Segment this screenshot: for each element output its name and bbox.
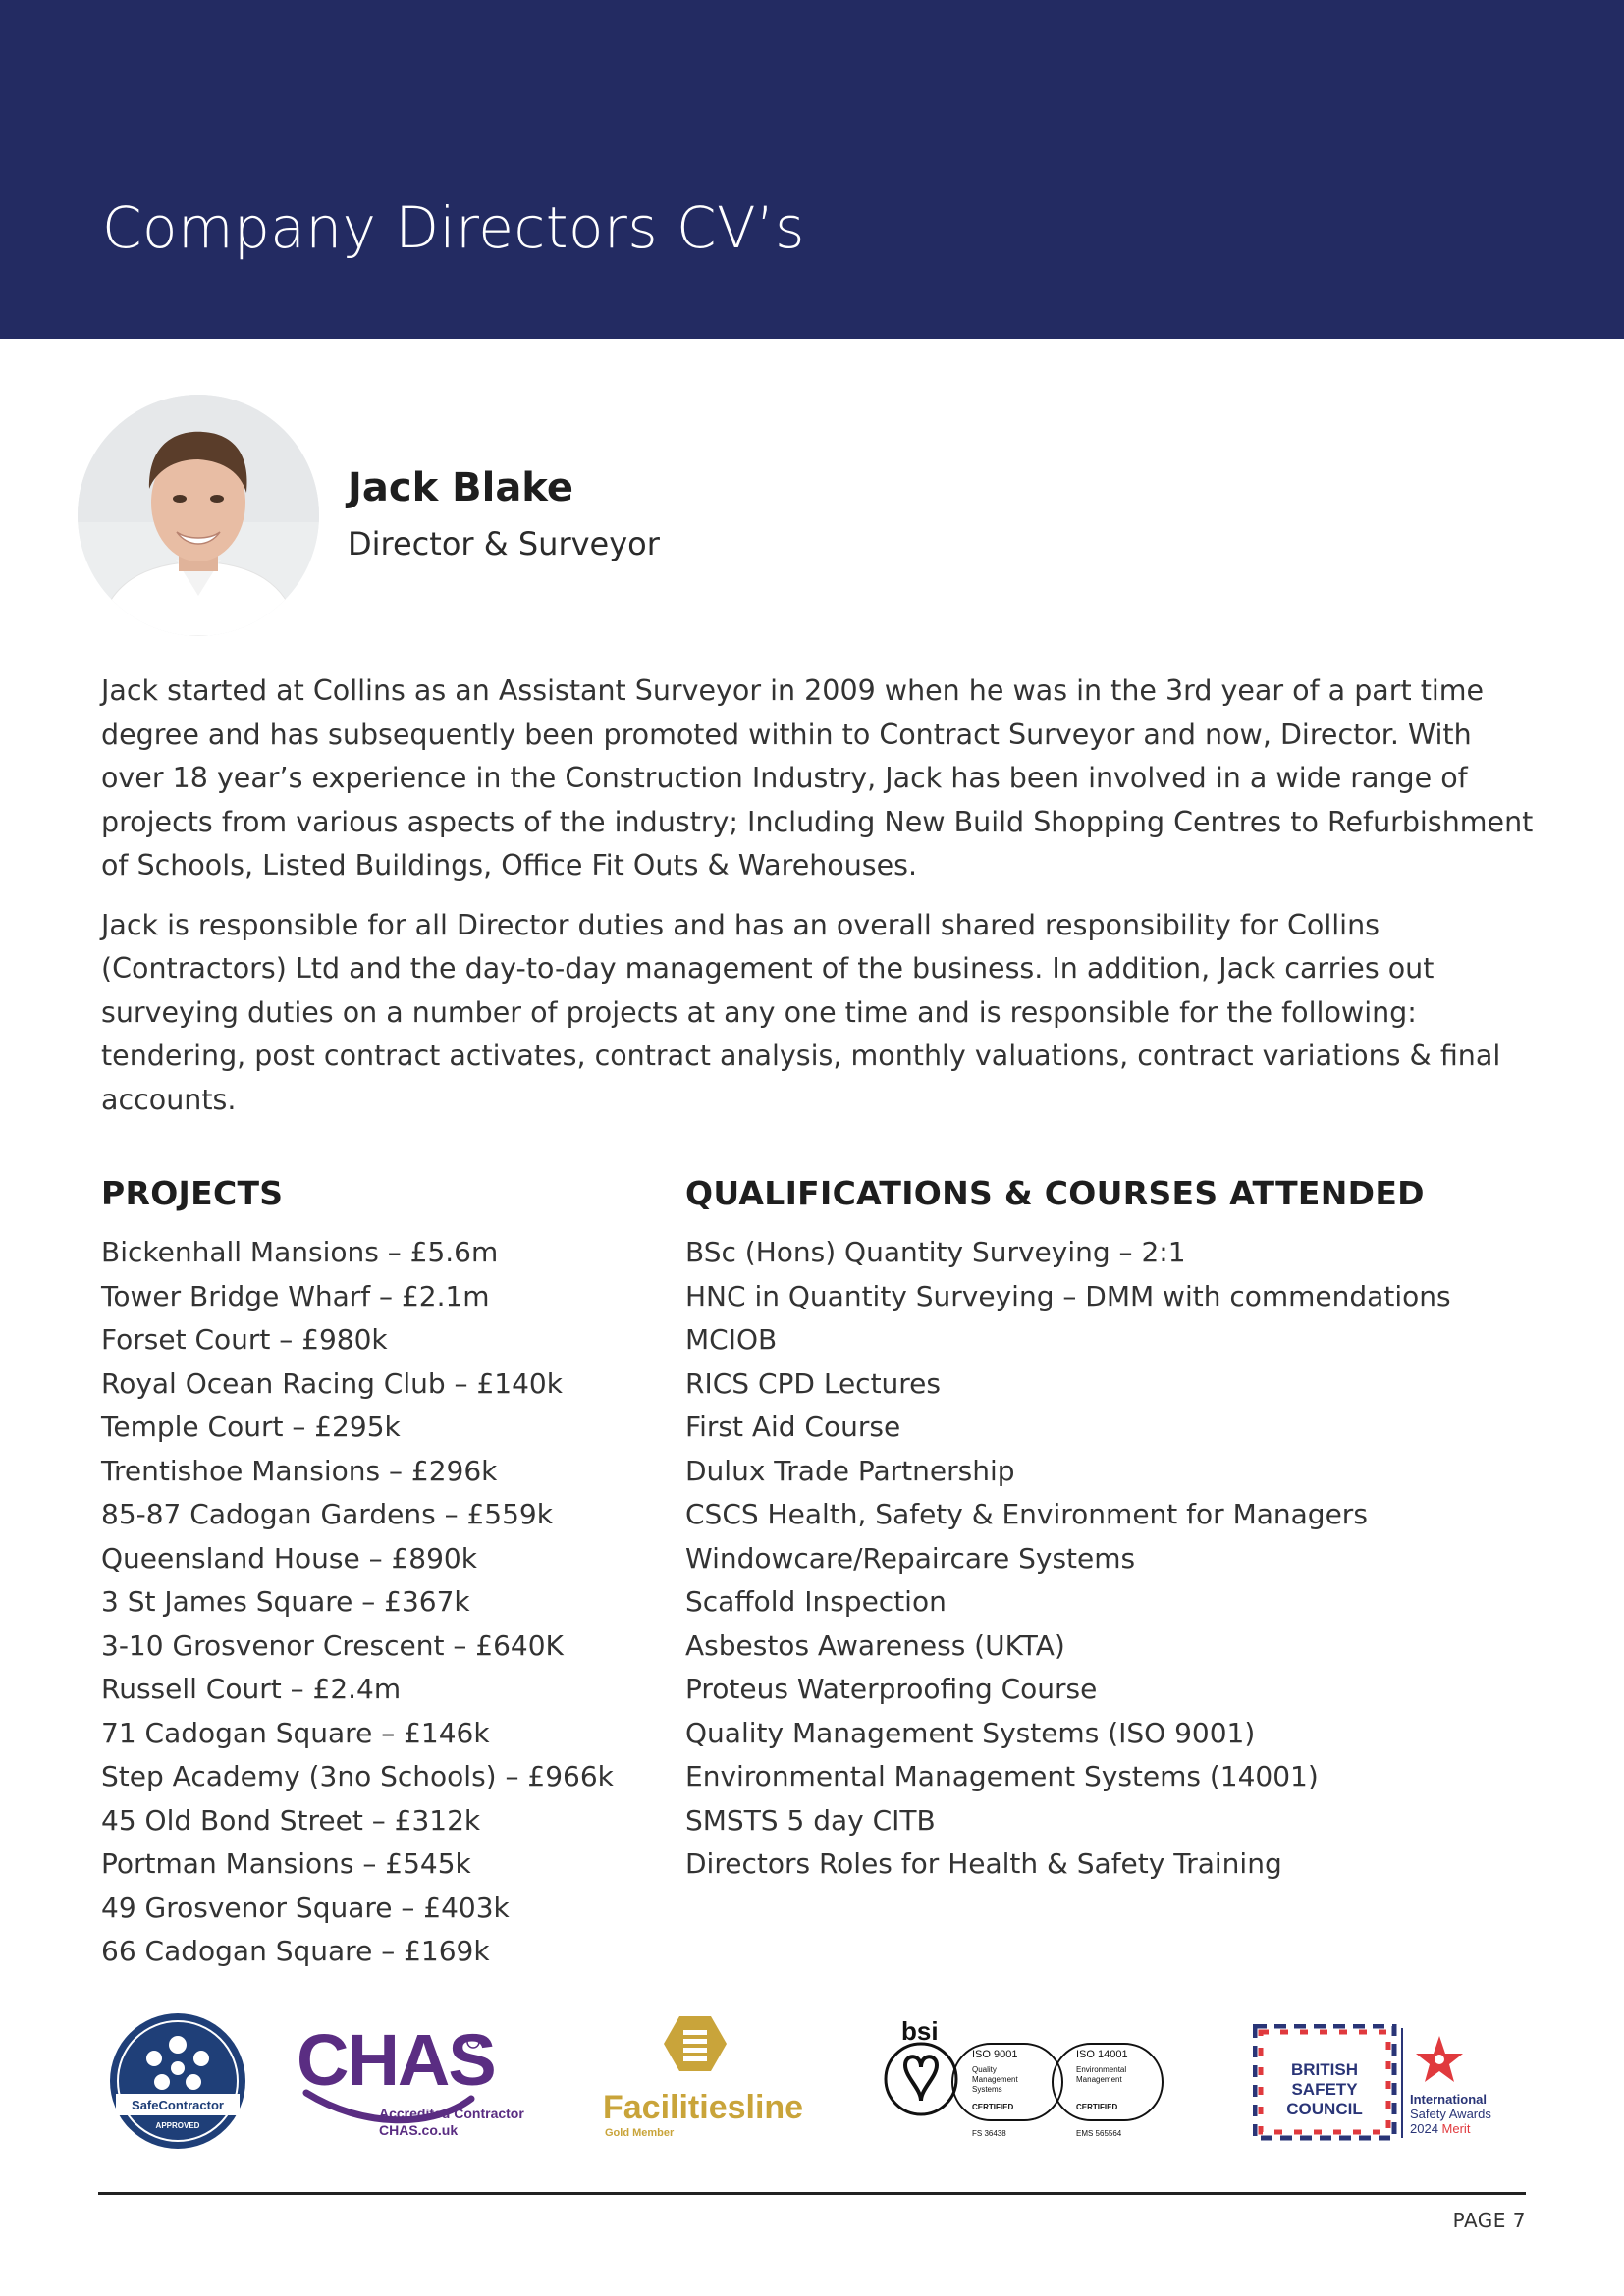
list-item: Step Academy (3no Schools) – £966k: [101, 1760, 614, 1792]
page-title: Company Directors CV’s: [102, 194, 805, 261]
list-item: Windowcare/Repaircare Systems: [685, 1541, 1136, 1575]
list-item: First Aid Course: [685, 1411, 901, 1443]
bsi-cert2-status: CERTIFIED: [1076, 2103, 1118, 2111]
projects-heading: PROJECTS: [101, 1174, 284, 1212]
profile-name: Jack Blake: [348, 465, 573, 510]
bsi-cert2-line: Environmental: [1076, 2065, 1127, 2074]
bsi-name: bsi: [901, 2016, 939, 2046]
list-item: Asbestos Awareness (UKTA): [685, 1629, 1065, 1662]
bio-paragraph: Jack is responsible for all Director duties and has an overall shared responsibility for Collins (Contractors) Ltd and the day-to-day management of the business. In addition, Jack carries out surveying duties on a number of projects at any one time and is responsible for the following: tendering, post contract activates, contract analysis, monthly valuations, contract variations & final accounts.: [101, 908, 1501, 1116]
list-item: Tower Bridge Wharf – £2.1m: [101, 1279, 490, 1312]
list-item: RICS CPD Lectures: [685, 1366, 941, 1400]
list-item: Directors Roles for Health & Safety Training: [685, 1847, 1282, 1880]
bsc-award-line: Safety Awards: [1410, 2107, 1491, 2121]
chas-line2: CHAS.co.uk: [379, 2122, 459, 2138]
bsi-cert1-number: FS 36438: [972, 2129, 1006, 2138]
list-item: 71 Cadogan Square – £146k: [101, 1716, 490, 1749]
projects-list: [101, 1231, 614, 1974]
list-item: 49 Grosvenor Square – £403k: [101, 1891, 510, 1924]
list-item: Environmental Management Systems (14001): [685, 1760, 1319, 1792]
bio-paragraph: Jack started at Collins as an Assistant Surveyor in 2009 when he was in the 3rd year of a part time degree and has subsequently been promoted within to Contract Surveyor and now, Director. With over 18 year’s experience in the Construction Industry, Jack has been involved in a wide range of projects from various aspects of the industry; Including New Build Shopping Centres to Refurbishment of Schools, Listed Buildings, Office Fit Outs & Warehouses.: [101, 674, 1534, 881]
list-item: Temple Court – £295k: [101, 1411, 401, 1443]
qualifications-heading: QUALIFICATIONS & COURSES ATTENDED: [685, 1174, 1425, 1212]
list-item: BSc (Hons) Quantity Surveying – 2:1: [685, 1236, 1186, 1268]
facilitiesline-sub: Gold Member: [605, 2127, 675, 2139]
chas-name: CHAS: [297, 2020, 495, 2101]
safecontractor-sub: APPROVED: [155, 2121, 200, 2130]
qualifications-list: [685, 1231, 1451, 1887]
page-header: [0, 0, 1624, 339]
list-item: 3-10 Grosvenor Crescent – £640K: [101, 1629, 564, 1662]
safecontractor-name: SafeContractor: [132, 2098, 224, 2112]
bsc-line: SAFETY: [1291, 2080, 1358, 2099]
list-item: Russell Court – £2.4m: [101, 1673, 402, 1705]
list-item: Dulux Trade Partnership: [685, 1454, 1015, 1487]
bsc-line: COUNCIL: [1286, 2100, 1363, 2118]
list-item: 66 Cadogan Square – £169k: [101, 1935, 490, 1967]
avatar: [78, 395, 319, 636]
list-item: Trentishoe Mansions – £296k: [101, 1454, 498, 1487]
list-item: CSCS Health, Safety & Environment for Managers: [685, 1498, 1368, 1530]
bsc-award-year: 2024 Merit: [1410, 2121, 1471, 2136]
bsi-cert1-line: Quality: [972, 2065, 997, 2074]
list-item: HNC in Quantity Surveying – DMM with commendations: [685, 1279, 1451, 1312]
page-number: PAGE 7: [1452, 2209, 1526, 2232]
bsi-cert1-title: ISO 9001: [972, 2049, 1018, 2060]
list-item: Portman Mansions – £545k: [101, 1847, 471, 1880]
list-item: 85-87 Cadogan Gardens – £559k: [101, 1498, 553, 1530]
chas-logo: [295, 2020, 540, 2148]
bsi-cert2-title: ISO 14001: [1076, 2049, 1128, 2060]
list-item: Forset Court – £980k: [101, 1323, 388, 1356]
list-item: 45 Old Bond Street – £312k: [101, 1803, 481, 1837]
list-item: Proteus Waterproofing Course: [685, 1673, 1098, 1705]
list-item: Queensland House – £890k: [101, 1541, 477, 1575]
bsc-award-line: International: [1410, 2092, 1488, 2107]
british-safety-council-logo: [1253, 2024, 1532, 2144]
chas-line1: Accredited Contractor: [379, 2106, 524, 2121]
safecontractor-logo: [108, 2011, 247, 2151]
bsc-line: BRITISH: [1291, 2060, 1358, 2079]
list-item: Quality Management Systems (ISO 9001): [685, 1716, 1256, 1749]
bio: [101, 669, 1535, 1138]
bsi-logo: [874, 2016, 1198, 2154]
list-item: Bickenhall Mansions – £5.6m: [101, 1236, 499, 1268]
footer-divider: [98, 2192, 1526, 2195]
bsi-cert2-number: EMS 565564: [1076, 2129, 1122, 2138]
list-item: Scaffold Inspection: [685, 1585, 947, 1618]
list-item: 3 St James Square – £367k: [101, 1585, 470, 1618]
list-item: Royal Ocean Racing Club – £140k: [101, 1366, 563, 1400]
bsi-cert2-line: Management: [1076, 2075, 1122, 2084]
list-item: SMSTS 5 day CITB: [685, 1803, 936, 1837]
list-item: MCIOB: [685, 1323, 778, 1356]
facilitiesline-logo: [599, 2010, 815, 2158]
bsi-cert1-line: Systems: [972, 2085, 1002, 2094]
accreditation-logos: [98, 2002, 1532, 2179]
portrait-photo: [78, 395, 319, 636]
bsi-cert1-status: CERTIFIED: [972, 2103, 1014, 2111]
star-icon: [1416, 2036, 1463, 2082]
bsi-cert1-line: Management: [972, 2075, 1018, 2084]
profile-role: Director & Surveyor: [348, 525, 660, 562]
facilitiesline-name: Facilitiesline: [603, 2089, 804, 2126]
